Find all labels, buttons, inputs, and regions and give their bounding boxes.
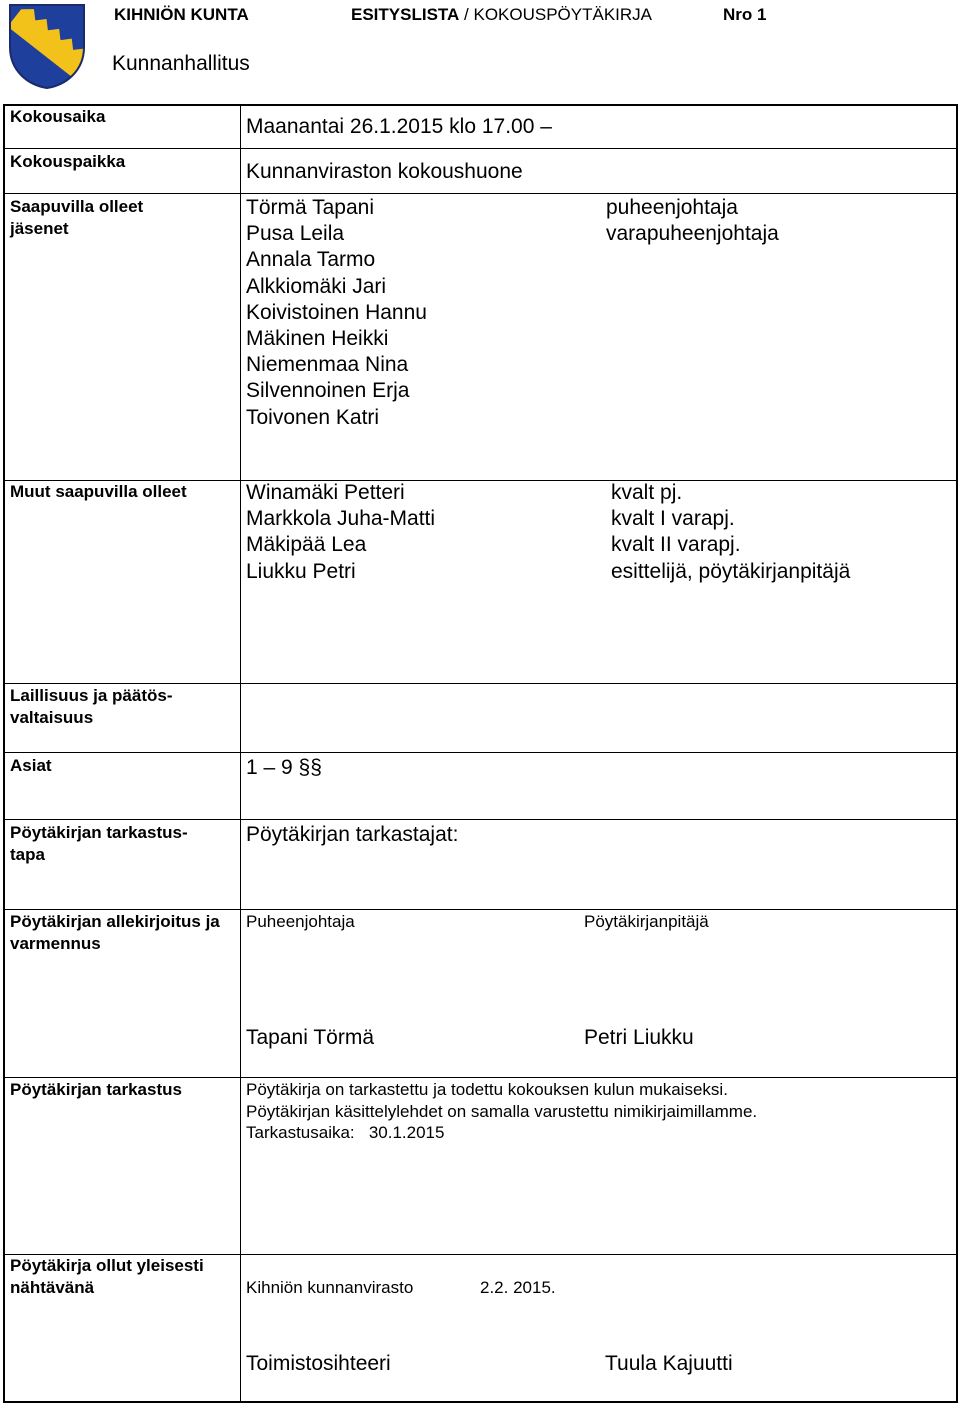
- row-divider: [5, 819, 958, 820]
- document-number: Nro 1: [723, 5, 767, 24]
- review-method-label: Pöytäkirjan tarkastus-tapa: [10, 823, 188, 864]
- chair-title: Puheenjohtaja: [246, 912, 355, 931]
- list-item: Pusa Leila: [246, 222, 345, 246]
- org-name: KIHNIÖN KUNTA: [114, 5, 249, 24]
- legality-label: Laillisuus ja päätös-valtaisuus: [10, 686, 173, 727]
- list-item: Markkola Juha-Matti: [246, 507, 436, 531]
- meeting-table: [3, 104, 958, 1403]
- list-item: varapuheenjohtaja: [606, 222, 779, 246]
- municipal-logo: [8, 3, 86, 89]
- list-item: Koivistoinen Hannu: [246, 300, 427, 324]
- list-item: kvalt II varapj.: [611, 533, 741, 557]
- signer-title: Toimistosihteeri: [246, 1352, 391, 1375]
- row-divider: [5, 752, 958, 753]
- list-item: Alkkiomäki Jari: [246, 274, 387, 298]
- public-label: Pöytäkirja ollut yleisesti nähtävänä: [10, 1256, 204, 1297]
- meeting-time-value: Maanantai 26.1.2015 klo 17.00 –: [246, 115, 552, 138]
- row-divider: [5, 909, 958, 910]
- committee-name: Kunnanhallitus: [112, 52, 250, 75]
- list-item: Silvennoinen Erja: [246, 379, 410, 403]
- others-label: Muut saapuvilla olleet: [10, 482, 187, 501]
- document-type: ESITYSLISTA / KOKOUSPÖYTÄKIRJA: [351, 5, 653, 24]
- list-item: Mäkipää Lea: [246, 533, 367, 557]
- row-divider: [5, 148, 958, 149]
- signer-name: Tuula Kajuutti: [605, 1352, 733, 1375]
- meeting-place-value: Kunnanviraston kokoushuone: [246, 160, 523, 183]
- secretary-name: Petri Liukku: [584, 1026, 694, 1049]
- list-item: kvalt I varapj.: [611, 507, 735, 531]
- others-roles: [611, 480, 850, 585]
- members-roles: [606, 195, 779, 247]
- signature-label: Pöytäkirjan allekirjoitus ja varmennus: [10, 912, 220, 953]
- review-label: Pöytäkirjan tarkastus: [10, 1080, 182, 1099]
- doc-type-strong: ESITYSLISTA: [351, 5, 460, 24]
- list-item: Niemenmaa Nina: [246, 353, 409, 377]
- column-divider: [240, 106, 241, 1403]
- secretary-title: Pöytäkirjanpitäjä: [584, 912, 709, 931]
- meeting-time-label: Kokousaika: [10, 107, 106, 126]
- row-divider: [5, 683, 958, 684]
- list-item: Winamäki Petteri: [246, 481, 405, 504]
- review-text: [246, 1079, 757, 1144]
- list-item: Toivonen Katri: [246, 405, 380, 429]
- list-item: Pöytäkirjan käsittelylehdet on samalla varustettu nimikirjaimillamme.: [246, 1101, 758, 1121]
- review-method-value: Pöytäkirjan tarkastajat:: [246, 823, 459, 846]
- list-item: Tarkastusaika: 30.1.2015: [246, 1123, 445, 1142]
- members-label: Saapuvilla olleet jäsenet: [10, 197, 144, 238]
- chair-name: Tapani Törmä: [246, 1026, 375, 1049]
- coat-of-arms-icon: [8, 3, 86, 89]
- meeting-place-label: Kokouspaikka: [10, 152, 126, 171]
- members-list: [246, 195, 427, 431]
- list-item: Liukku Petri: [246, 559, 356, 583]
- public-place: Kihniön kunnanvirasto: [246, 1278, 414, 1297]
- list-item: Annala Tarmo: [246, 248, 376, 272]
- items-value: 1 – 9 §§: [246, 756, 322, 779]
- public-date: 2.2. 2015.: [480, 1278, 556, 1297]
- list-item: kvalt pj.: [611, 481, 683, 504]
- list-item: Pöytäkirja on tarkastettu ja todettu kokouksen kulun mukaiseksi.: [246, 1080, 728, 1099]
- list-item: esittelijä, pöytäkirjanpitäjä: [611, 559, 851, 583]
- list-item: Törmä Tapani: [246, 196, 375, 219]
- list-item: Mäkinen Heikki: [246, 327, 389, 351]
- row-divider: [5, 1077, 958, 1078]
- list-item: puheenjohtaja: [606, 196, 738, 219]
- others-list: [246, 480, 435, 585]
- items-label: Asiat: [10, 756, 52, 775]
- row-divider: [5, 193, 958, 194]
